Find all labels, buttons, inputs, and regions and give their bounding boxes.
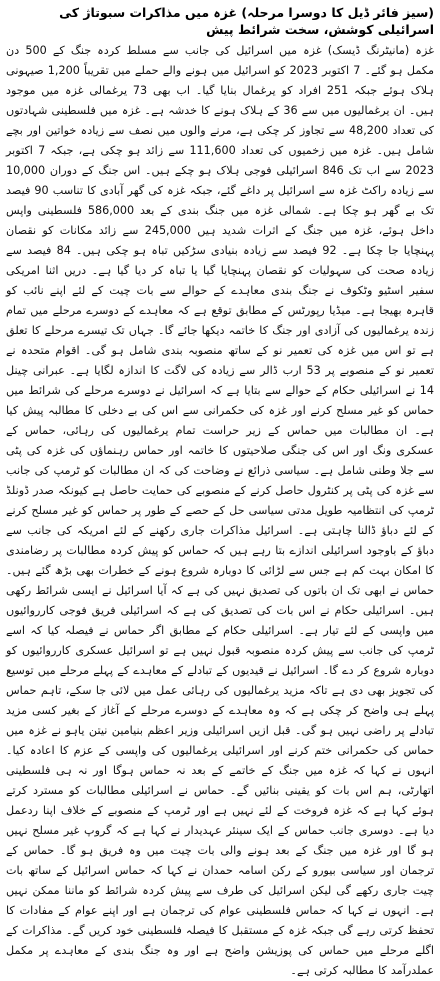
article-headline: (سیز فائر ڈیل کا دوسرا مرحلہ) غزہ میں مذاکرات سبوتاژ کی اسرائیلی کوشش، سخت شرائط پیش [59, 5, 434, 37]
article-paragraph: غزہ (مانیٹرنگ ڈیسک) غزہ میں اسرائیل کی جانب سے مسلط کردہ جنگ کے 500 دن مکمل ہو گئے۔ 7 اکتوبر 2023 کو اسرائیل میں ہونے والے حملے میں تقریباً 1,200 صیہونی ہلاک ہوئے جبکہ 251 افراد کو یرغمال بنایا گیا۔ اب بھی 73 یرغمالی غزہ میں موجود ہیں۔ ان یرغمالیوں میں سے 36 کے ہلاک ہونے کا خدشہ ہے۔ غزہ میں فلسطینی شہادتوں کی تعداد 48,200 سے تجاوز کر چکی ہے، مرنے والوں میں نصف سے زیادہ خواتین اور بچے شامل ہیں۔ غزہ میں زخمیوں کی تعداد 111,600 سے زائد ہو چکی ہے، جبکہ 7 اکتوبر 2023 سے اب تک 846 اسرائیلی فوجی ہلاک ہو چکے ہیں۔ اس جنگ کے دوران 10,000 سے زیادہ راکٹ غزہ سے اسرائیل پر داغے گئے، جبکہ غزہ کی گھر آبادی کا تناسب 90 فیصد تک بے گھر ہو چکا ہے۔ شمالی غزہ میں جنگ بندی کے بعد 586,000 فلسطینی واپس داخل ہوئے، غزہ میں جنگ کے اثرات شدید ہیں 245,000 سے زائد مکانات کو نقصان پہنچایا جا چکا ہے۔ 92 فیصد سے زیادہ بنیادی سڑکیں تباہ ہو چکی ہیں۔ 84 فیصد سے زیادہ صحت کی سہولیات کو نقصان پہنچایا گیا یا تباہ کر دیا گیا ہے۔ دریں اثنا امریکی سفیر اسٹیو وٹکوف نے جنگ بندی معاہدے کے حوالے سے بات چیت کے لئے اپنے نائب کو قاہرہ بھیجا ہے۔ میڈیا رپورٹس کے مطابق توقع ہے کہ معاہدے کے دوسرے مرحلے میں تمام زندہ یرغمالیوں کی آزادی اور جنگ کا خاتمہ دیکھا جائے گا۔ جہاں تک تیسرے مرحلے کا تعلق ہے تو اس میں غزہ کی تعمیر نو کے ساتھ منصوبہ بندی شامل ہو گی۔ اقوام متحدہ نے تعمیر نو کے منصوبے پر 53 ارب ڈالر سے زیادہ کی لاگت کا اندازہ لگایا ہے۔ عبرانی چینل 14 نے اسرائیلی حکام کے حوالے سے بتایا ہے کہ اسرائیل نے دوسرے مرحلے کی شرائط میں حماس کو غیر مسلح کرنے اور غزہ کی حکمرانی سے اس کی بے دخلی کا مطالبہ پیش کیا ہے۔ ان مطالبات میں حماس کے زیر حراست تمام یرغمالیوں کی رہائی، حماس کے عسکری ونگ اور اس کی جنگی صلاحیتوں کا خاتمہ اور حماس رہنماؤں کی غزہ کی پٹی سے جلا وطنی شامل ہے۔ سیاسی ذرائع نے وضاحت کی کہ ان مطالبات کو ٹرمپ کی جانب سے غزہ کی پٹی پر کنٹرول حاصل کرنے کے منصوبے کی حمایت حاصل ہے کیونکہ صدر ڈونلڈ ٹرمپ کی انتظامیہ طویل مدتی سیاسی حل کے حصے کے طور پر حماس کو غیر مسلح کرنے کے لئے دباؤ ڈالنا چاہتی ہے۔ اسرائیل مذاکرات جاری رکھنے کے لئے امریکہ کی جانب سے دباؤ کے باوجود اسرائیلی اندازے بتا رہے ہیں کہ حماس کو پیش کردہ مطالبات پر رضامندی کا امکان بہت کم ہے جس سے لڑائی کا دوبارہ شروع ہونے کے خطرات بھی بڑھ گئے ہیں۔ حماس نے ابھی تک ان باتوں کی تصدیق نہیں کی ہے کہ آیا اسرائیل نے ایسی شرائط رکھی ہیں۔ اسرائیلی حکام نے اس بات کی تصدیق کی ہے کہ اسرائیلی فریق فوجی کارروائیوں میں واپسی کے لئے تیار ہے۔ اسرائیلی حکام کے مطابق اگر حماس نے فیصلہ کیا کہ اسے ٹرمپ کی جانب سے پیش کردہ منصوبہ قبول نہیں ہے تو اسرائیل عسکری کارروائیوں کو دوبارہ شروع کر دے گا۔ اسرائیل نے قیدیوں کے تبادلے کے معاہدے کے پہلے مرحلے میں توسیع کی تجویز بھی دی ہے تاکہ مزید یرغمالیوں کی رہائی عمل میں لائی جا سکے، تاہم حماس پہلے ہی واضح کر چکی ہے کہ وہ معاہدے کے دوسرے مرحلے کے آغاز کے بغیر کسی مزید تبادلے پر راضی نہیں ہو گی۔ قبل ازیں اسرائیلی وزیر اعظم بنیامین نیتن یاہو نے غزہ میں حماس کی حکمرانی ختم کرنے اور اسرائیلی یرغمالیوں کی واپسی کے عزم کا اعادہ کیا۔ انہوں نے کہا کہ غزہ میں جنگ کے خاتمے کے بعد نہ حماس ہوگا اور نہ ہی فلسطینی اتھارٹی، ہم اس بات کو یقینی بنائیں گے۔ حماس نے اسرائیلی مطالبات کو مسترد کرتے ہوئے کہا ہے کہ غزہ فروخت کے لئے نہیں ہے اور ٹرمپ کے منصوبے کے خلاف اپنا ردعمل دیا ہے۔ دوسری جانب حماس کے ایک سینئر عہدیدار نے کہا ہے کہ گروپ غیر مسلح نہیں ہو گا اور غزہ میں جنگ کے بعد ہونے والی بات چیت میں وہ فریق ہو گا۔ حماس کے ترجمان اور سیاسی بیورو کے رکن اسامہ حمدان نے کہا کہ حماس اسرائیل کے ساتھ بات چیت جاری رکھے گی لیکن اسرائیل کی طرف سے پیش کردہ شرائط کو ماننا ممکن نہیں ہے۔ انہوں نے کہا کہ حماس فلسطینی عوام کی ترجمان ہے اور اپنے عوام کے مفادات کا تحفظ کرتی رہے گی جبکہ غزہ کے مستقبل کا فیصلہ فلسطینی خود کریں گے۔ مذاکرات کے اگلے مرحلے میں حماس کی پوزیشن واضح ہے اور وہ جنگ بندی کے معاہدے پر مکمل عملدرآمد کا مطالبہ کرتی ہے۔ [6, 44, 435, 977]
article-body [6, 41, 434, 981]
